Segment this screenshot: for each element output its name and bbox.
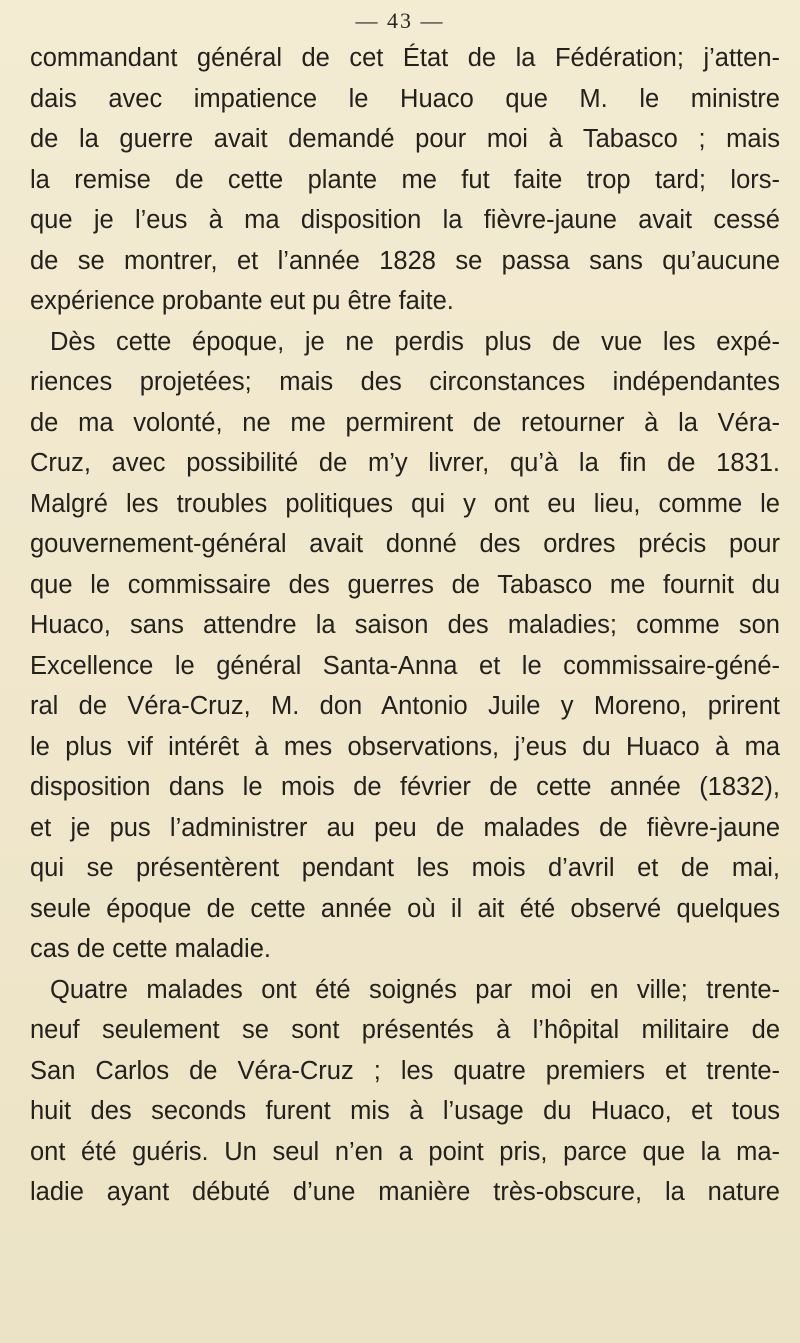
text-line: et je pus l’administrer au peu de malades de fièvre-jaune: [30, 813, 780, 842]
text-line: que je l’eus à ma disposition la fièvre-jaune avait cessé: [30, 206, 780, 234]
text-line: ont été guéris. Un seul n’en a point pris, parce que la ma-: [30, 1137, 780, 1166]
text-line: Cruz, avec possibilité de m’y livrer, qu’à la fin de 1831.: [30, 449, 780, 477]
page-number: — 43 —: [355, 8, 445, 33]
text-line: Excellence le général Santa-Anna et le commissaire-géné-: [30, 651, 780, 680]
text-line: Huaco, sans attendre la saison des maladies; comme son: [30, 611, 780, 639]
text-line: Malgré les troubles politiques qui y ont eu lieu, comme le: [30, 489, 780, 518]
text-line: seule époque de cette année où il ait été observé quelques: [30, 894, 780, 923]
text-line: de la guerre avait demandé pour moi à Tabasco ; mais: [30, 125, 780, 153]
text-line: disposition dans le mois de février de cette année (1832),: [30, 773, 780, 801]
text-line: ladie ayant débuté d’une manière très-obscure, la nature: [30, 1178, 780, 1206]
text-line: la remise de cette plante me fut faite trop tard; lors-: [30, 165, 780, 194]
text-line: de ma volonté, ne me permirent de retourner à la Véra-: [30, 408, 780, 437]
text-line: qui se présentèrent pendant les mois d’avril et de mai,: [30, 854, 780, 882]
body-text: [30, 38, 780, 1213]
text-line: le plus vif intérêt à mes observations, j’eus du Huaco à ma: [30, 732, 780, 761]
text-line: huit des seconds furent mis à l’usage du Huaco, et tous: [30, 1097, 780, 1125]
text-line: riences projetées; mais des circonstances indépendantes: [30, 368, 780, 396]
text-line: San Carlos de Véra-Cruz ; les quatre premiers et trente-: [30, 1056, 780, 1085]
text-line: de se montrer, et l’année 1828 se passa sans qu’aucune: [30, 246, 780, 275]
text-line: que le commissaire des guerres de Tabasco me fournit du: [30, 570, 780, 599]
text-line: commandant général de cet État de la Fédération; j’atten-: [30, 44, 780, 72]
text-line: expérience probante eut pu être faite.: [30, 287, 454, 315]
text-line: Dès cette époque, je ne perdis plus de vue les expé-: [50, 327, 780, 356]
text-line: gouvernement-général avait donné des ordres précis pour: [30, 530, 780, 558]
text-line: neuf seulement se sont présentés à l’hôpital militaire de: [30, 1016, 780, 1044]
text-line: Quatre malades ont été soignés par moi en ville; trente-: [50, 975, 780, 1004]
text-line: dais avec impatience le Huaco que M. le ministre: [30, 84, 780, 113]
text-line: cas de cette maladie.: [30, 935, 271, 963]
text-line: ral de Véra-Cruz, M. don Antonio Juile y Moreno, prirent: [30, 692, 780, 720]
